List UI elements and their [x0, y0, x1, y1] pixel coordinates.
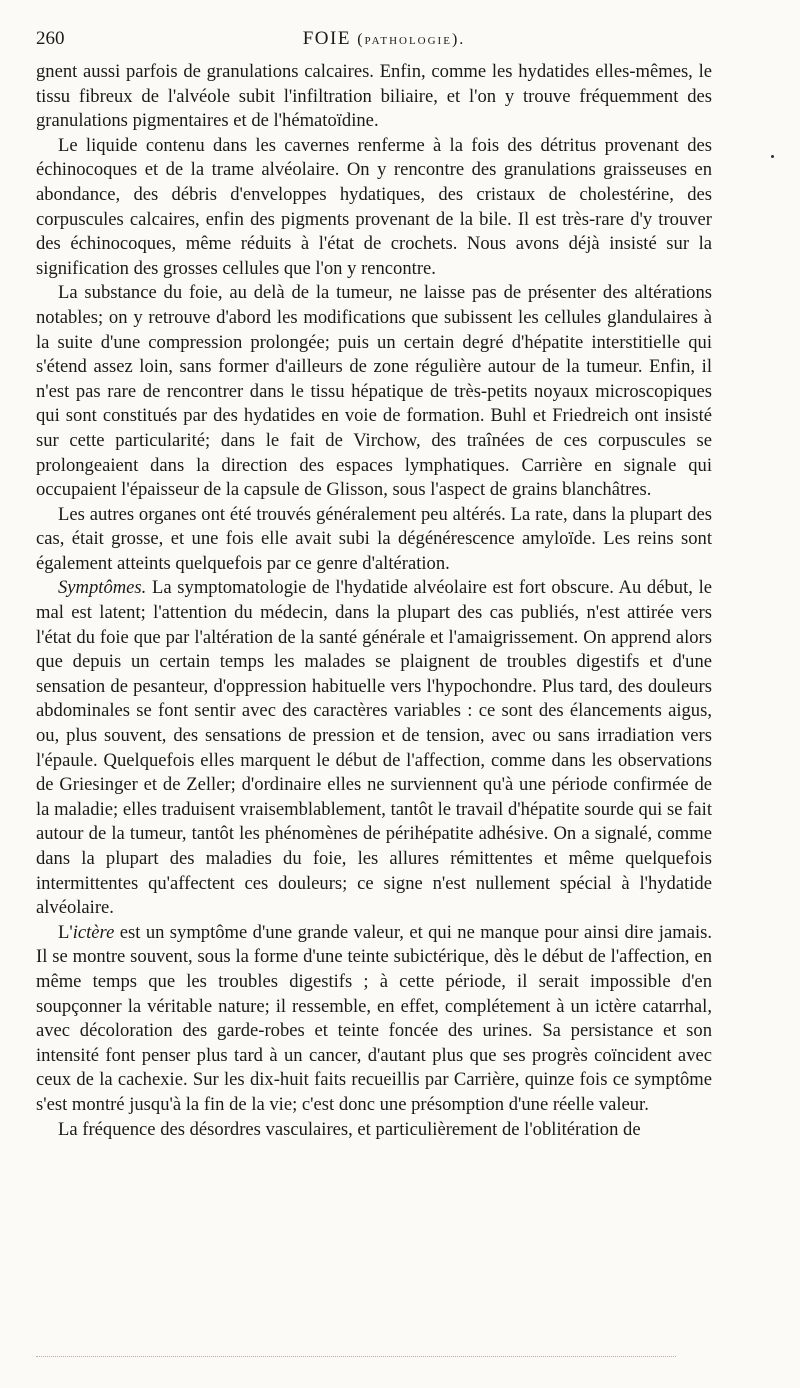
paragraph-1 — [36, 60, 712, 134]
book-page — [36, 24, 712, 1142]
bottom-dotted-rule — [36, 1356, 676, 1357]
paragraph-text: La substance du foie, au delà de la tumeur, ne laisse pas de présenter des altérations notables; on y retrouve d'abord les modifications que subissent les cellules glandulaires à la suite d'une compression prolongée; puis un certain degré d'hépatite interstitielle qui s'étend assez loin, sans former d'ailleurs de zone régulière autour de la tumeur. Enfin, il n'est pas rare de rencontrer dans le tissu hépatique de très-petits noyaux microscopiques qui sont constitués par des hydatides en voie de formation. Buhl et Friedreich ont insisté sur cette particularité; dans le fait de Virchow, des traînées de ces corpuscules se prolongeaient dans la direction des espaces lymphatiques. Carrière en signale qui occupaient l'épaisseur de la capsule de Glisson, sous l'aspect de grains blanchâtres. — [36, 282, 712, 501]
paragraph-text: est un symptôme d'une grande valeur, et qui ne manque pour ainsi dire jamais. Il se montre souvent, sous la forme d'une teinte subictérique, dès le début de l'affection, en même temps que les troubles digestifs ; à cette période, il serait impossible d'en soupçonner la véritable nature; il ressemble, en effet, complétement à un ictère catarrhal, avec décoloration des garde-robes et teinte foncée des urines. Sa persistance et son intensité font penser plus tard à un cancer, d'autant plus que ses progrès coïncident avec ceux de la cachexie. Sur les dix-huit faits recueillis par Carrière, quinze fois ce symptôme s'est montré jusqu'à la fin de la vie; c'est donc une présomption d'une réelle valeur. — [36, 921, 712, 1115]
running-title-sub: (pathologie). — [357, 31, 466, 48]
paragraph-text: La fréquence des désordres vasculaires, et particulièrement de l'oblitération de — [58, 1118, 641, 1140]
paragraph-2 — [36, 134, 712, 282]
paragraph-4 — [36, 503, 712, 577]
paragraph-symptomes — [36, 576, 712, 920]
paragraph-last — [36, 1118, 712, 1143]
paragraph-text: La symptomatologie de l'hydatide alvéolaire est fort obscure. Au début, le mal est latent; l'attention du médecin, dans la plupart des cas publiés, n'est attirée vers l'état du foie que par l'altération de la santé générale et l'amaigrissement. On apprend alors que depuis un certain temps les malades se plaignent de troubles digestifs et d'une sensation de pesanteur, d'oppression habituelle vers l'hypochondre. Plus tard, des douleurs abdominales se font sentir avec des caractères variables : ce sont des élancements aigus, ou, plus souvent, des sensations de pression et de tension, avec ou sans irradiation vers l'épaule. Quelquefois elles marquent le début de l'affection, comme dans les observations de Griesinger et de Zeller; d'ordinaire elles ne surviennent qu'à une période confirmée de la maladie; elles traduisent vraisemblablement, tantôt le travail d'hépatite sourde qui se fait autour de la tumeur, tantôt les phénomènes de périhépatite adhésive. On a signalé, comme dans la plupart des maladies du foie, les allures rémittentes et même quelquefois intermittentes qu'affectent ces douleurs; ce signe n'est nullement spécial à l'hydatide alvéolaire. — [36, 577, 712, 919]
margin-speck — [771, 155, 774, 158]
paragraph-text: Les autres organes ont été trouvés généralement peu altérés. La rate, dans la plupart des cas, était grosse, et une fois elle avait subi la dégénérescence amyloïde. Les reins sont également atteints quelquefois par ce genre d'altération. — [36, 503, 712, 574]
paragraph-text: Le liquide contenu dans les cavernes renferme à la fois des détritus provenant des échinocoques et de la trame alvéolaire. On y rencontre des granulations graisseuses en abondance, des débris d'enveloppes hydatiques, des cristaux de cholestérine, des corpuscules calcaires, enfin des pigments provenant de la bile. Il est très-rare d'y trouver des échinocoques, même réduits à l'état de crochets. Nous avons déjà insisté sur la signification des grosses cellules que l'on y rencontre. — [36, 134, 712, 279]
body-text — [36, 60, 712, 1142]
paragraph-3 — [36, 281, 712, 502]
paragraph-ictere — [36, 921, 712, 1118]
running-header — [36, 24, 712, 54]
italic-term-ictere: ictère — [72, 921, 115, 943]
paragraph-lead: L' — [58, 921, 73, 943]
section-heading-symptomes: Symptômes. — [58, 577, 147, 599]
running-title — [36, 28, 712, 50]
page-number: 260 — [36, 28, 65, 49]
running-title-main: FOIE — [302, 28, 351, 49]
paragraph-text: gnent aussi parfois de granulations calcaires. Enfin, comme les hydatides elles-mêmes, le tissu fibreux de l'alvéole subit l'infiltration biliaire, et l'on y trouve fréquemment des granulations pigmentaires et de l'hématoïdine. — [36, 61, 712, 132]
